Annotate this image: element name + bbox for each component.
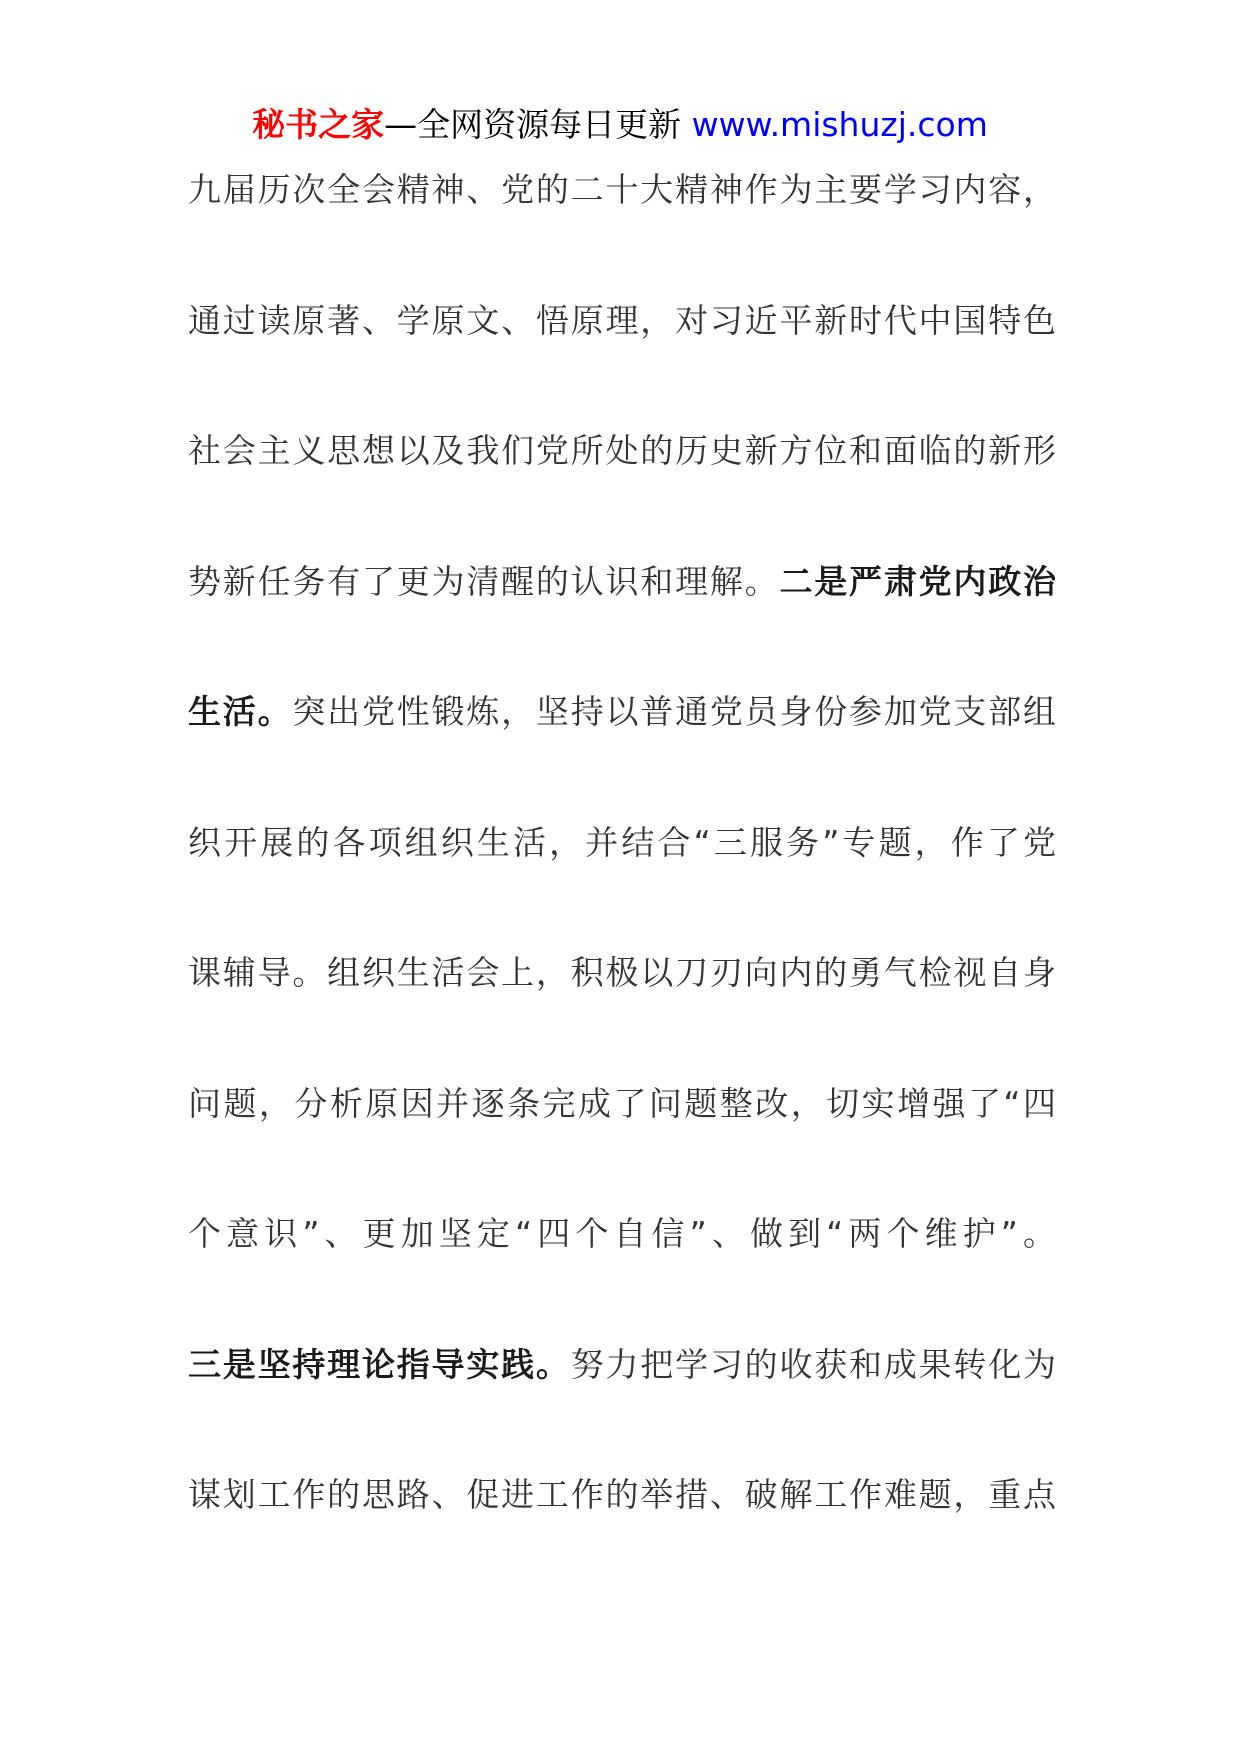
text-line <box>188 160 1056 291</box>
bold-heading-text: 生活。 <box>188 692 293 731</box>
document-body <box>188 160 1056 1596</box>
text-line <box>188 943 1056 1074</box>
body-text: 课辅导。组织生活会上，积极以刀刃向内的勇气检视自身 <box>188 953 1056 992</box>
body-text: 通过读原著、学原文、悟原理，对习近平新时代中国特色 <box>188 300 1056 340</box>
text-line <box>188 813 1056 944</box>
header-brand: 秘书之家 <box>252 105 385 144</box>
text-line <box>188 682 1056 813</box>
body-text: 努力把学习的收获和成果转化为 <box>570 1344 1056 1384</box>
body-text: 谋划工作的思路、促进工作的举措、破解工作难题，重点 <box>188 1475 1056 1514</box>
body-text: 势新任务有了更为清醒的认识和理解。 <box>188 561 780 601</box>
text-line <box>188 1074 1056 1205</box>
text-line <box>188 421 1056 552</box>
body-text: 九届历次全会精神、党的二十大精神作为主要学习内容， <box>188 170 1056 209</box>
text-line <box>188 552 1056 683</box>
body-text: 社会主义思想以及我们党所处的历史新方位和面临的新形 <box>188 431 1056 470</box>
bold-heading-text: 二是严肃党内政治 <box>779 561 1056 601</box>
text-line <box>188 1335 1056 1466</box>
bold-heading-text: 三是坚持理论指导实践。 <box>188 1344 571 1384</box>
body-text: 问题，分析原因并逐条完成了问题整改，切实增强了“四 <box>188 1083 1056 1123</box>
text-line <box>188 1465 1056 1596</box>
text-line <box>188 1204 1056 1335</box>
header-url[interactable]: www.mishuzj.com <box>691 105 988 144</box>
text-line <box>188 291 1056 422</box>
body-text: 突出党性锻炼，坚持以普通党员身份参加党支部组 <box>292 692 1056 731</box>
body-text: 个意识”、更加坚定“四个自信”、做到“两个维护”。 <box>188 1214 1056 1253</box>
header-tagline: —全网资源每日更新 <box>384 105 692 144</box>
body-text: 织开展的各项组织生活，并结合“三服务”专题，作了党 <box>188 822 1056 862</box>
document-header <box>0 100 1240 150</box>
